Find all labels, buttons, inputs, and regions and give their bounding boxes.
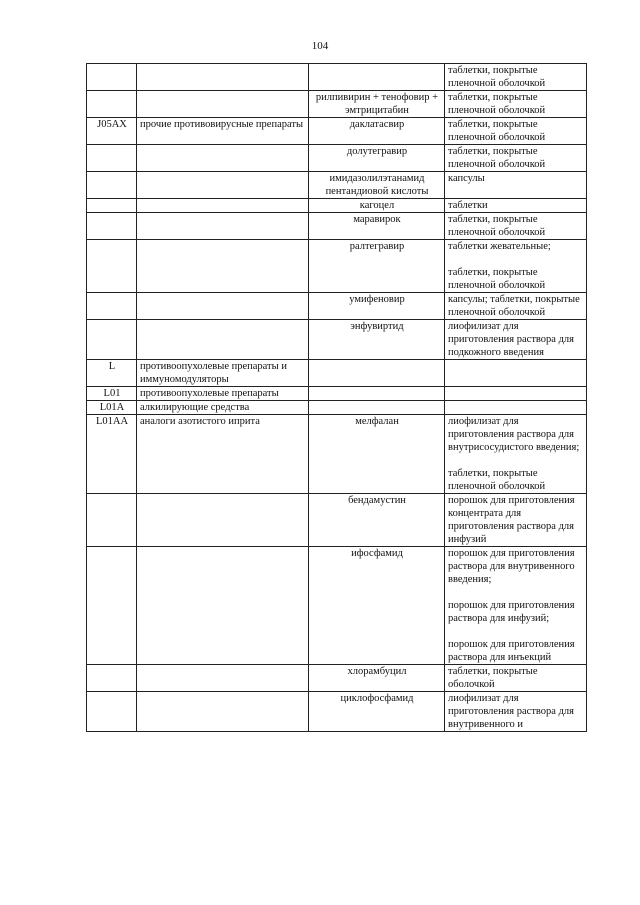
inn-cell: бендамустин [309,494,445,547]
page-number: 104 [311,40,329,52]
atc-code-cell [87,320,137,360]
form-separator [448,586,584,599]
dosage-forms-cell [445,240,587,293]
medicines-table [86,63,587,732]
table-row [87,415,587,494]
atc-code-cell [87,91,137,118]
dosage-form-text: таблетки, покрытые пленочной оболочкой [448,146,546,170]
group-name-cell [137,172,309,199]
atc-code-cell [87,172,137,199]
dosage-forms-cell [445,415,587,494]
inn-cell: мелфалан [309,415,445,494]
inn-cell: имидазолилэтанамид пентандиовой кислоты [309,172,445,199]
group-name-cell: противоопухолевые препараты и иммуномодуляторы [137,360,309,387]
group-name-cell [137,293,309,320]
table-row [87,401,587,415]
table-row [87,199,587,213]
table-row [87,320,587,360]
atc-code-cell: J05AX [87,118,137,145]
group-name-cell: прочие противовирусные препараты [137,118,309,145]
table-row [87,118,587,145]
inn-cell: ралтегравир [309,240,445,293]
table-row [87,172,587,199]
group-name-cell: алкилирующие средства [137,401,309,415]
dosage-form-text: порошок для приготовления раствора для инъекций [448,639,578,663]
dosage-form-text: таблетки, покрытые пленочной оболочкой [448,214,546,238]
atc-code-cell [87,665,137,692]
table-row [87,387,587,401]
group-name-cell [137,64,309,91]
dosage-form-text: порошок для приготовления раствора для внутривенного введения; [448,548,578,585]
table-row [87,293,587,320]
dosage-forms-cell [445,401,587,415]
atc-code-cell [87,145,137,172]
dosage-form-text: таблетки, покрытые пленочной оболочкой [448,92,546,116]
table-row [87,494,587,547]
dosage-form-text: таблетки, покрытые пленочной оболочкой [448,468,546,492]
table-row [87,145,587,172]
form-separator [448,454,584,467]
table-row [87,360,587,387]
dosage-form-text: порошок для приготовления концентрата для приготовления раствора для инфузий [448,495,578,545]
dosage-forms-cell [445,665,587,692]
dosage-forms-cell [445,172,587,199]
inn-cell: умифеновир [309,293,445,320]
dosage-form-text: таблетки, покрытые оболочкой [448,666,541,690]
dosage-form-text: лиофилизат для приготовления раствора для внутрисосудистого введения; [448,416,580,453]
dosage-form-text: таблетки, покрытые пленочной оболочкой [448,119,546,143]
dosage-form-text: капсулы [448,173,485,184]
group-name-cell [137,213,309,240]
atc-code-cell [87,64,137,91]
inn-cell: хлорамбуцил [309,665,445,692]
group-name-cell: противоопухолевые препараты [137,387,309,401]
inn-cell: циклофосфамид [309,692,445,732]
table-row [87,692,587,732]
dosage-forms-cell [445,547,587,665]
form-separator [448,253,584,266]
group-name-cell [137,199,309,213]
inn-cell: долутегравир [309,145,445,172]
form-separator [448,625,584,638]
dosage-forms-cell [445,91,587,118]
dosage-forms-cell [445,387,587,401]
inn-cell: рилпивирин + тенофовир + эмтрицитабин [309,91,445,118]
dosage-forms-cell [445,145,587,172]
inn-cell: энфувиртид [309,320,445,360]
dosage-form-text: таблетки, покрытые пленочной оболочкой [448,65,546,89]
group-name-cell [137,91,309,118]
inn-cell [309,64,445,91]
inn-cell: кагоцел [309,199,445,213]
group-name-cell [137,494,309,547]
table-row [87,91,587,118]
dosage-forms-cell [445,360,587,387]
atc-code-cell [87,293,137,320]
atc-code-cell: L01A [87,401,137,415]
dosage-forms-cell [445,494,587,547]
dosage-forms-cell [445,118,587,145]
group-name-cell [137,692,309,732]
group-name-cell [137,145,309,172]
atc-code-cell [87,240,137,293]
dosage-form-text: лиофилизат для приготовления раствора для подкожного введения [448,321,577,358]
table-row [87,213,587,240]
inn-cell: ифосфамид [309,547,445,665]
dosage-forms-cell [445,293,587,320]
atc-code-cell [87,213,137,240]
dosage-form-text: таблетки, покрытые пленочной оболочкой [448,267,546,291]
dosage-form-text: таблетки жевательные; [448,241,551,252]
medicines-table-body [87,64,587,732]
atc-code-cell [87,494,137,547]
group-name-cell [137,240,309,293]
table-row [87,64,587,91]
atc-code-cell [87,692,137,732]
dosage-forms-cell [445,64,587,91]
group-name-cell [137,665,309,692]
inn-cell [309,387,445,401]
dosage-forms-cell [445,320,587,360]
dosage-form-text: таблетки [448,200,488,211]
group-name-cell [137,547,309,665]
atc-code-cell: L01 [87,387,137,401]
dosage-form-text: лиофилизат для приготовления раствора для внутривенного и [448,693,577,730]
dosage-forms-cell [445,213,587,240]
atc-code-cell: L01AA [87,415,137,494]
inn-cell: даклатасвир [309,118,445,145]
atc-code-cell: L [87,360,137,387]
dosage-form-text: порошок для приготовления раствора для инфузий; [448,600,578,624]
atc-code-cell [87,547,137,665]
inn-cell: маравирок [309,213,445,240]
table-row [87,665,587,692]
inn-cell [309,401,445,415]
atc-code-cell [87,199,137,213]
group-name-cell: аналоги азотистого иприта [137,415,309,494]
dosage-forms-cell [445,199,587,213]
table-row [87,547,587,665]
dosage-forms-cell [445,692,587,732]
table-row [87,240,587,293]
inn-cell [309,360,445,387]
group-name-cell [137,320,309,360]
dosage-form-text: капсулы; таблетки, покрытые пленочной оболочкой [448,294,583,318]
